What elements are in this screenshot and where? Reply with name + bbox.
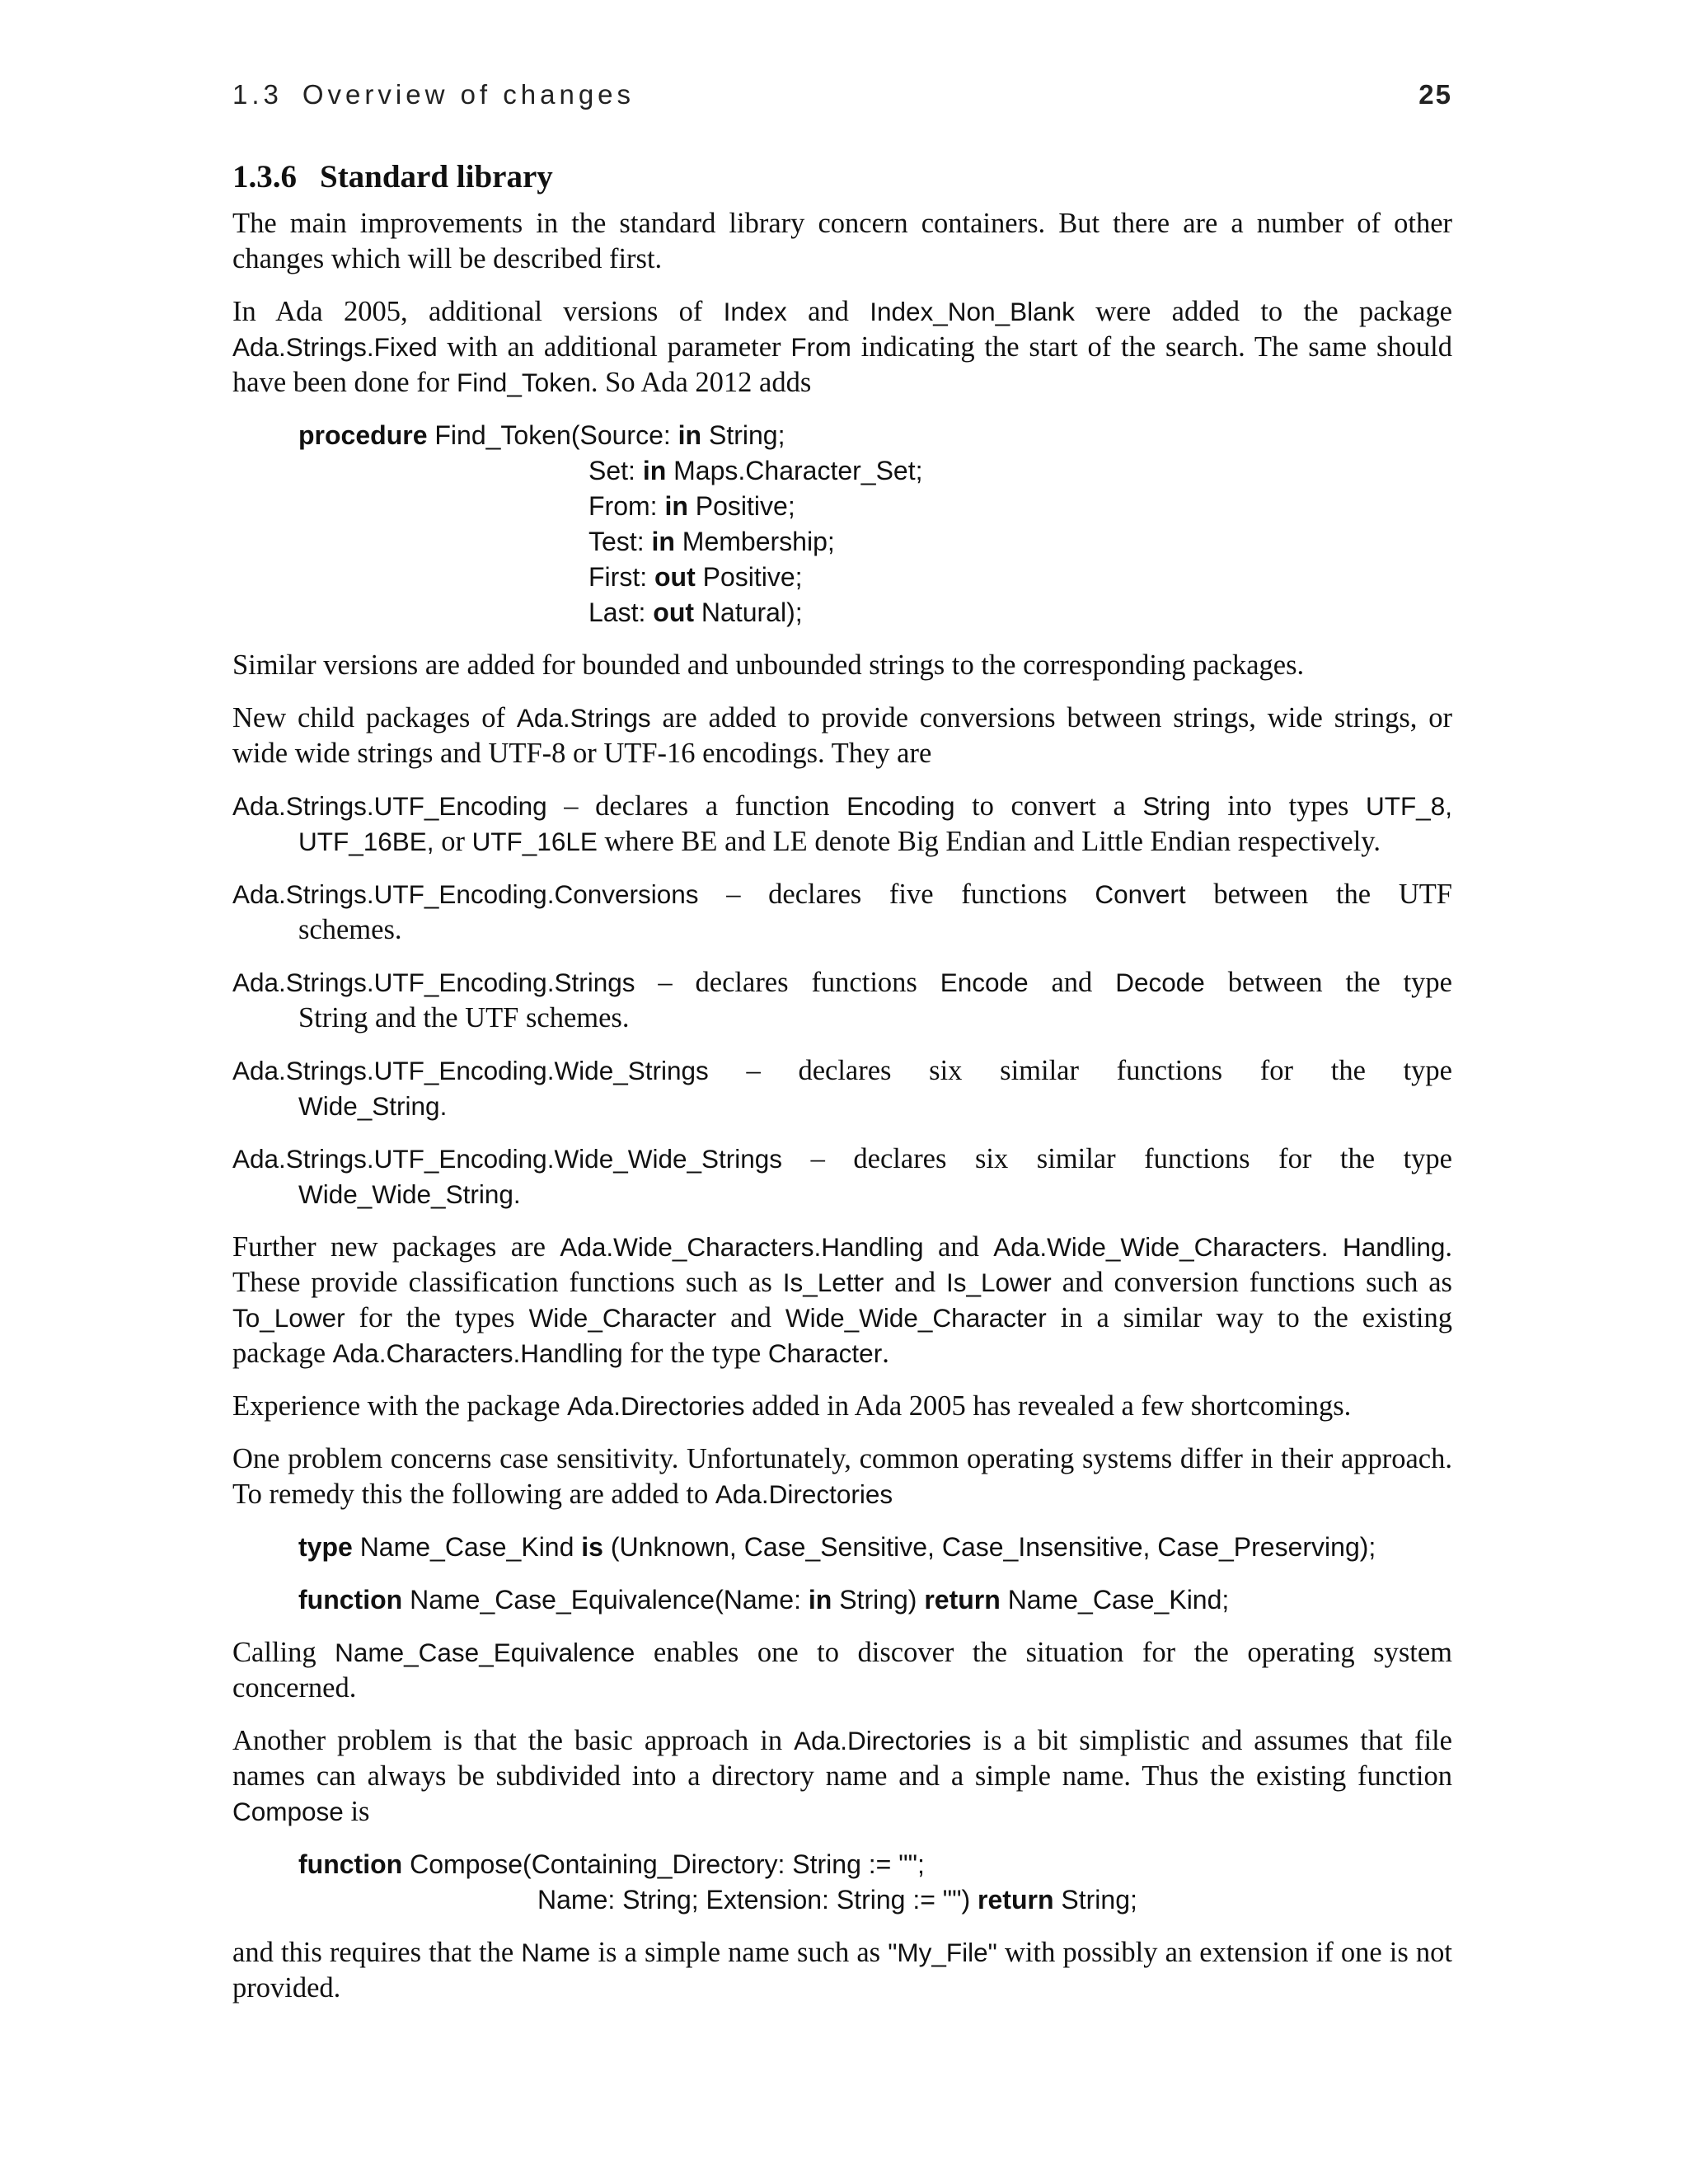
definition-line bbox=[232, 877, 1452, 912]
definition-term: Ada.Strings.UTF_Encoding.Wide_Strings bbox=[232, 1056, 709, 1085]
paragraph-4 bbox=[232, 701, 1452, 771]
definition-line bbox=[232, 1141, 1452, 1177]
code-term: Character bbox=[767, 1338, 883, 1368]
code-text: (Unknown, Case_Sensitive, Case_Insensitive, Case_Preserving); bbox=[603, 1532, 1376, 1562]
text-run: One problem concerns case sensitivity. Unfortunately, common operating systems differ in their approach. To remedy this the following are added to bbox=[232, 1443, 1452, 1510]
code-text: Positive; bbox=[695, 562, 803, 592]
text-run: for the type bbox=[622, 1338, 768, 1369]
code-term: UTF_16LE bbox=[471, 827, 598, 856]
code-line bbox=[298, 1582, 1452, 1618]
code-text: First: bbox=[588, 562, 654, 592]
code-text: Positive; bbox=[687, 491, 795, 521]
code-term: Ada.Directories bbox=[567, 1391, 745, 1421]
code-term: Find_Token bbox=[457, 368, 591, 397]
definition-utf-encoding bbox=[232, 789, 1452, 860]
code-term: Ada.Wide_Characters.Handling bbox=[560, 1232, 924, 1262]
code-text: Compose(Containing_Directory: String := ""; bbox=[402, 1849, 925, 1879]
text-run: in a similar way to the existing package bbox=[232, 1302, 1453, 1369]
code-term: Ada.Strings.Fixed bbox=[232, 332, 438, 362]
text-run: indicating the start of the search. The same should have been done for bbox=[232, 331, 1452, 398]
definition-continuation: Wide_String. bbox=[298, 1091, 448, 1121]
code-term: Encode bbox=[940, 968, 1029, 997]
text-run: enables one to discover the situation for the operating system concerned. bbox=[232, 1637, 1452, 1704]
paragraph-1: The main improvements in the standard library concern containers. But there are a number of other changes which will be described first. bbox=[232, 208, 1452, 274]
code-block-name-case-kind bbox=[298, 1530, 1452, 1565]
text-run: is bbox=[343, 1796, 370, 1827]
keyword: out bbox=[654, 562, 696, 592]
code-term: Name_Case_Equivalence bbox=[335, 1638, 635, 1667]
paragraph-5 bbox=[232, 1230, 1452, 1371]
code-term: Name bbox=[521, 1938, 591, 1967]
text-run: In Ada 2005, additional versions of bbox=[232, 296, 724, 327]
text-run: added in Ada 2005 has revealed a few shortcomings. bbox=[744, 1390, 1352, 1422]
text-run: – declares five functions bbox=[698, 879, 1095, 910]
text-run: Another problem is that the basic approach in bbox=[232, 1725, 795, 1756]
code-text: Name_Case_Kind bbox=[352, 1532, 582, 1562]
code-text: String; bbox=[701, 420, 785, 450]
header-section bbox=[232, 79, 635, 110]
text-run: for the types bbox=[345, 1302, 529, 1333]
code-term: Encoding bbox=[846, 791, 955, 821]
code-term: UTF_16BE, bbox=[298, 827, 434, 856]
code-term: Compose bbox=[232, 1797, 344, 1826]
definition-line bbox=[232, 1053, 1452, 1089]
text-run: and bbox=[923, 1231, 994, 1263]
code-text: String; bbox=[1053, 1885, 1137, 1915]
code-block-find-token bbox=[298, 418, 1452, 630]
text-run: between the UTF bbox=[1185, 879, 1452, 910]
text-run: is a simple name such as bbox=[590, 1937, 889, 1968]
definition-wide-wide-strings bbox=[232, 1141, 1452, 1212]
header-section-title: Overview of changes bbox=[302, 79, 635, 110]
definition-term: Ada.Strings.UTF_Encoding bbox=[232, 791, 547, 821]
text-run: are added to provide conversions between strings, wide strings, or wide wide strings and UTF-8 or UTF-16 encodings. They are bbox=[232, 702, 1453, 769]
text-run: Further new packages are bbox=[232, 1231, 560, 1263]
code-term: Ada.Directories bbox=[715, 1479, 893, 1509]
definition-line bbox=[232, 965, 1452, 1001]
paragraph-2 bbox=[232, 294, 1452, 401]
definition-continuation: Wide_Wide_String. bbox=[298, 1179, 521, 1209]
text-run: with possibly an extension if one is not provided. bbox=[232, 1937, 1452, 2004]
code-text: String) bbox=[832, 1585, 925, 1615]
definition-wide-strings bbox=[232, 1053, 1452, 1124]
code-term: Ada.Wide_Wide_Characters. Handling bbox=[993, 1232, 1446, 1262]
section-heading bbox=[232, 158, 553, 195]
text-run: – declares six similar functions for the type bbox=[708, 1055, 1452, 1086]
text-run: Calling bbox=[232, 1637, 335, 1668]
code-term: Is_Lower bbox=[945, 1268, 1052, 1297]
code-text: Name: String; Extension: String := "") bbox=[537, 1885, 978, 1915]
keyword: function bbox=[298, 1585, 403, 1615]
text-run: and conversion functions such as bbox=[1051, 1267, 1452, 1298]
code-text: Set: bbox=[588, 456, 643, 485]
section-heading-number: 1.3.6 bbox=[232, 159, 297, 194]
paragraph-9 bbox=[232, 1723, 1452, 1830]
code-line bbox=[298, 453, 1452, 489]
keyword: procedure bbox=[298, 420, 428, 450]
keyword: return bbox=[924, 1585, 1001, 1615]
text-run: New child packages of bbox=[232, 702, 517, 733]
code-line bbox=[298, 1882, 1452, 1918]
text-run: were added to the package bbox=[1074, 296, 1452, 327]
code-text: Natural); bbox=[694, 598, 803, 627]
definition-term: Ada.Strings.UTF_Encoding.Wide_Wide_Strings bbox=[232, 1144, 783, 1174]
definition-conversions bbox=[232, 877, 1452, 948]
text-run: – declares a function bbox=[546, 790, 847, 822]
code-text: Find_Token(Source: bbox=[427, 420, 678, 450]
code-line bbox=[298, 595, 1452, 630]
paragraph-7 bbox=[232, 1441, 1452, 1512]
code-term: "My_File" bbox=[888, 1938, 997, 1967]
code-line bbox=[298, 1530, 1452, 1565]
code-term: From bbox=[790, 332, 851, 362]
code-term: Decode bbox=[1115, 968, 1205, 997]
definition-term: Ada.Strings.UTF_Encoding.Strings bbox=[232, 968, 635, 997]
code-block-compose bbox=[298, 1847, 1452, 1918]
text-run: . bbox=[882, 1338, 889, 1369]
text-run: is a bit simplistic and assumes that file names can always be subdivided into a directory name and a simple name. Thus the existing function bbox=[232, 1725, 1452, 1792]
running-header bbox=[232, 79, 1452, 120]
paragraph-6 bbox=[232, 1389, 1452, 1424]
paragraph-8 bbox=[232, 1635, 1452, 1706]
definition-continuation: schemes. bbox=[298, 914, 402, 945]
text-run: to convert a bbox=[954, 790, 1143, 822]
definition-term: Ada.Strings.UTF_Encoding.Conversions bbox=[232, 879, 699, 909]
definition-continuation bbox=[232, 824, 1452, 860]
code-term: Ada.Directories bbox=[794, 1726, 972, 1755]
keyword: in bbox=[678, 420, 702, 450]
code-text: Name_Case_Equivalence(Name: bbox=[402, 1585, 809, 1615]
keyword: in bbox=[642, 456, 667, 485]
text-run: with an additional parameter bbox=[437, 331, 791, 363]
code-line bbox=[298, 524, 1452, 560]
definition-continuation: String and the UTF schemes. bbox=[298, 1002, 630, 1033]
code-term: Index bbox=[723, 297, 787, 326]
code-term: Wide_Character bbox=[528, 1303, 717, 1333]
code-line bbox=[298, 560, 1452, 595]
keyword: in bbox=[808, 1585, 832, 1615]
code-text: From: bbox=[588, 491, 665, 521]
text-run: or bbox=[434, 826, 472, 857]
keyword: is bbox=[581, 1532, 603, 1562]
code-line bbox=[298, 489, 1452, 524]
code-term: String bbox=[1142, 791, 1211, 821]
code-term: Index_Non_Blank bbox=[870, 297, 1075, 326]
section-heading-title: Standard library bbox=[320, 159, 553, 194]
text-run: . These provide classification functions such as bbox=[232, 1231, 1452, 1298]
code-text: Test: bbox=[588, 527, 652, 556]
code-line bbox=[298, 1847, 1452, 1882]
code-text: Name_Case_Kind; bbox=[1000, 1585, 1230, 1615]
code-term: Ada.Characters.Handling bbox=[332, 1338, 623, 1368]
keyword: in bbox=[664, 491, 688, 521]
code-term: Wide_Wide_Character bbox=[785, 1303, 1047, 1333]
header-section-number: 1.3 bbox=[232, 79, 283, 110]
text-run: . So Ada 2012 adds bbox=[590, 367, 812, 398]
code-text: Maps.Character_Set; bbox=[666, 456, 923, 485]
keyword: return bbox=[978, 1885, 1054, 1915]
text-run: – declares functions bbox=[635, 967, 940, 998]
code-term: UTF_8, bbox=[1365, 791, 1452, 821]
keyword: function bbox=[298, 1849, 403, 1879]
keyword: type bbox=[298, 1532, 353, 1562]
code-term: To_Lower bbox=[232, 1303, 345, 1333]
text-run: and bbox=[716, 1302, 785, 1333]
definition-strings bbox=[232, 965, 1452, 1036]
paragraph-10 bbox=[232, 1935, 1452, 2006]
text-run: and this requires that the bbox=[232, 1937, 522, 1968]
text-run: between the type bbox=[1204, 967, 1452, 998]
code-line bbox=[298, 418, 1452, 453]
keyword: in bbox=[651, 527, 675, 556]
body-text bbox=[232, 206, 1452, 2023]
code-text: Membership; bbox=[674, 527, 835, 556]
code-text: Last: bbox=[588, 598, 654, 627]
text-run: Experience with the package bbox=[232, 1390, 568, 1422]
keyword: out bbox=[653, 598, 695, 627]
definition-line bbox=[232, 789, 1452, 824]
paragraph-3: Similar versions are added for bounded and unbounded strings to the corresponding packages. bbox=[232, 649, 1305, 681]
code-block-name-case-equivalence bbox=[298, 1582, 1452, 1618]
text-run: and bbox=[786, 296, 870, 327]
text-run: where BE and LE denote Big Endian and Little Endian respectively. bbox=[597, 826, 1381, 857]
code-term: Is_Letter bbox=[782, 1268, 884, 1297]
code-term: Ada.Strings bbox=[516, 703, 651, 733]
text-run: and bbox=[884, 1267, 946, 1298]
text-run: – declares six similar functions for the type bbox=[782, 1143, 1452, 1174]
text-run: into types bbox=[1210, 790, 1366, 822]
code-term: Convert bbox=[1095, 879, 1186, 909]
text-run: and bbox=[1028, 967, 1116, 998]
page-number: 25 bbox=[1418, 79, 1452, 110]
